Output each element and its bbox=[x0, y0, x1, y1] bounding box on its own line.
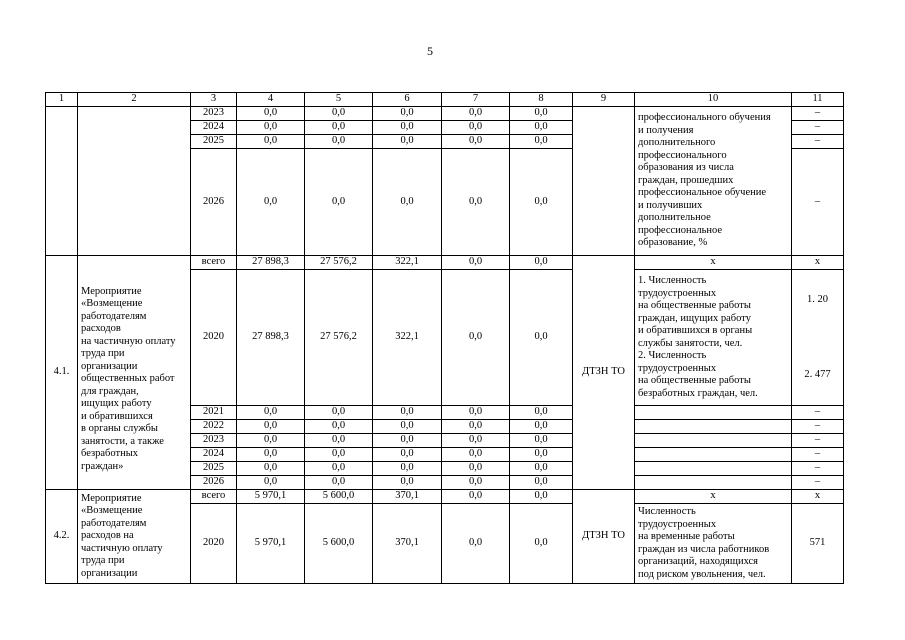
value-cell: 0,0 bbox=[237, 406, 305, 420]
indicator-line: на общественные работы bbox=[638, 300, 751, 311]
value-cell: 0,0 bbox=[510, 406, 573, 420]
executor-cell bbox=[573, 107, 635, 256]
executor-cell: ДТЗН ТО bbox=[573, 490, 635, 584]
header-cell: 2 bbox=[78, 93, 191, 107]
header-cell: 10 bbox=[635, 93, 792, 107]
indicator-line: безработных граждан, чел. bbox=[638, 387, 758, 399]
value-cell: 0,0 bbox=[510, 107, 573, 121]
indicator-line: профессиональное bbox=[638, 224, 723, 236]
year-cell: всего bbox=[191, 256, 237, 270]
value-cell: х bbox=[635, 256, 792, 270]
header-cell: 6 bbox=[373, 93, 442, 107]
name-cell bbox=[78, 107, 191, 256]
indicator-cell bbox=[635, 476, 792, 490]
number-cell: 4.1. bbox=[46, 256, 78, 490]
name-line: общественных работ bbox=[81, 373, 175, 385]
value-cell: 0,0 bbox=[373, 406, 442, 420]
value-cell: 0,0 bbox=[442, 448, 510, 462]
value-cell: – bbox=[792, 462, 844, 476]
name-line: занятости, а также bbox=[81, 435, 164, 447]
value-cell: 0,0 bbox=[305, 135, 373, 149]
name-line: Мероприятие bbox=[81, 492, 142, 504]
value-cell: 0,0 bbox=[373, 107, 442, 121]
name-line: граждан» bbox=[81, 460, 124, 472]
name-line: организации bbox=[81, 360, 138, 372]
value-cell: х bbox=[792, 490, 844, 504]
value-cell: 0,0 bbox=[305, 448, 373, 462]
value-cell: – bbox=[792, 476, 844, 490]
value-cell: 27 576,2 bbox=[305, 270, 373, 406]
year-cell: 2020 bbox=[191, 504, 237, 584]
table-row bbox=[46, 107, 844, 121]
value-cell: 0,0 bbox=[373, 420, 442, 434]
value-cell: 0,0 bbox=[442, 406, 510, 420]
year-cell: 2021 bbox=[191, 406, 237, 420]
value-cell: 0,0 bbox=[237, 420, 305, 434]
value-cell: 0,0 bbox=[305, 462, 373, 476]
value-cell: – bbox=[792, 135, 844, 149]
value-cell: 0,0 bbox=[305, 476, 373, 490]
indicator-line: трудоустроенных bbox=[638, 518, 717, 530]
value-cell: 0,0 bbox=[442, 462, 510, 476]
indicator-value-cell bbox=[792, 270, 844, 406]
indicator-line: трудоустроенных bbox=[638, 362, 717, 374]
name-line: Мероприятие bbox=[81, 285, 142, 297]
indicator-line: образование, % bbox=[638, 237, 708, 249]
value-cell: 0,0 bbox=[305, 434, 373, 448]
name-line: безработных bbox=[81, 448, 139, 460]
value-cell: 370,1 bbox=[373, 504, 442, 584]
name-line: частичную оплату bbox=[81, 542, 163, 554]
name-cell bbox=[78, 256, 191, 490]
value-cell: 0,0 bbox=[373, 135, 442, 149]
indicator-cell bbox=[635, 434, 792, 448]
year-cell: 2023 bbox=[191, 107, 237, 121]
name-line: расходов bbox=[81, 323, 121, 335]
value-cell: 0,0 bbox=[442, 107, 510, 121]
name-line: работодателям bbox=[81, 517, 147, 529]
value-cell: 0,0 bbox=[237, 107, 305, 121]
value-cell: 0,0 bbox=[373, 434, 442, 448]
indicator-line: на временные работы bbox=[638, 531, 735, 542]
value-cell: – bbox=[792, 121, 844, 135]
value-cell: 0,0 bbox=[510, 448, 573, 462]
year-cell: 2023 bbox=[191, 434, 237, 448]
value-cell: 0,0 bbox=[237, 434, 305, 448]
indicator-line: и получения bbox=[638, 124, 694, 136]
number-cell bbox=[46, 107, 78, 256]
value-cell: 0,0 bbox=[373, 448, 442, 462]
header-cell: 1 bbox=[46, 93, 78, 107]
value-cell: 0,0 bbox=[510, 504, 573, 584]
value-cell: х bbox=[635, 490, 792, 504]
indicator-line: и обратившихся в органы bbox=[638, 325, 753, 336]
name-line: для граждан, bbox=[81, 385, 139, 397]
name-line: расходов на bbox=[81, 530, 134, 542]
value-cell: 370,1 bbox=[373, 490, 442, 504]
value-cell: 0,0 bbox=[510, 490, 573, 504]
name-line: работодателям bbox=[81, 310, 147, 322]
name-line: ищущих работу bbox=[81, 398, 152, 410]
indicator-cell bbox=[635, 420, 792, 434]
value-cell: 322,1 bbox=[373, 256, 442, 270]
indicator-line: 2. Численность bbox=[638, 350, 707, 361]
value-cell: 0,0 bbox=[442, 434, 510, 448]
value-cell: 0,0 bbox=[305, 420, 373, 434]
table-row bbox=[46, 256, 844, 270]
value-cell: – bbox=[792, 149, 844, 256]
value-cell: 0,0 bbox=[510, 420, 573, 434]
indicator-cell bbox=[635, 270, 792, 406]
value-cell: 322,1 bbox=[373, 270, 442, 406]
program-table bbox=[45, 92, 844, 584]
value-cell: 0,0 bbox=[442, 121, 510, 135]
value-cell: 0,0 bbox=[510, 270, 573, 406]
name-line: «Возмещение bbox=[81, 505, 143, 517]
value-cell: 0,0 bbox=[237, 135, 305, 149]
indicator-line: профессионального обучения bbox=[638, 112, 771, 124]
header-cell: 7 bbox=[442, 93, 510, 107]
indicator-line: профессионального bbox=[638, 149, 727, 161]
year-cell: 2026 bbox=[191, 476, 237, 490]
name-line: на частичную оплату bbox=[81, 335, 176, 347]
year-cell: всего bbox=[191, 490, 237, 504]
value-cell: – bbox=[792, 107, 844, 121]
value-cell: 5 970,1 bbox=[237, 504, 305, 584]
indicator-line: дополнительное bbox=[638, 212, 711, 224]
value-cell: 0,0 bbox=[510, 135, 573, 149]
page-number: 5 bbox=[427, 44, 433, 58]
number-cell: 4.2. bbox=[46, 490, 78, 584]
indicator-cell bbox=[635, 107, 792, 256]
indicator-line: на общественные работы bbox=[638, 375, 751, 386]
value-cell: 0,0 bbox=[510, 256, 573, 270]
indicator-line: граждан, ищущих работу bbox=[638, 312, 751, 324]
value-cell: 0,0 bbox=[442, 149, 510, 256]
value-cell: 5 600,0 bbox=[305, 504, 373, 584]
value-cell: 0,0 bbox=[442, 504, 510, 584]
header-cell: 3 bbox=[191, 93, 237, 107]
value-cell: 0,0 bbox=[510, 476, 573, 490]
value-cell: 0,0 bbox=[442, 270, 510, 406]
value-cell: 0,0 bbox=[510, 121, 573, 135]
name-line: труда при bbox=[81, 348, 125, 360]
indicator-line: трудоустроенных bbox=[638, 287, 717, 299]
value-cell: 0,0 bbox=[305, 107, 373, 121]
indicator-line: организаций, находящихся bbox=[638, 556, 759, 567]
value-cell: 0,0 bbox=[305, 406, 373, 420]
value-cell: 0,0 bbox=[373, 462, 442, 476]
value-cell: – bbox=[792, 420, 844, 434]
indicator-cell bbox=[635, 406, 792, 420]
indicator-line: Численность bbox=[638, 506, 696, 517]
value-cell: 0,0 bbox=[373, 476, 442, 490]
name-line: труда при bbox=[81, 555, 125, 567]
value-cell: – bbox=[792, 406, 844, 420]
year-cell: 2020 bbox=[191, 270, 237, 406]
value-cell: 0,0 bbox=[305, 149, 373, 256]
indicator-cell bbox=[635, 504, 792, 584]
value-cell: – bbox=[792, 448, 844, 462]
executor-cell: ДТЗН ТО bbox=[573, 256, 635, 490]
indicator-value: 1. 20 bbox=[807, 293, 828, 305]
year-cell: 2024 bbox=[191, 448, 237, 462]
header-cell: 4 bbox=[237, 93, 305, 107]
year-cell: 2025 bbox=[191, 462, 237, 476]
name-line: в органы службы bbox=[81, 423, 158, 435]
value-cell: 0,0 bbox=[237, 149, 305, 256]
name-cell bbox=[78, 490, 191, 584]
indicator-line: и получивших bbox=[638, 199, 703, 211]
value-cell: 0,0 bbox=[442, 135, 510, 149]
name-line: организации bbox=[81, 567, 138, 579]
value-cell: 27 898,3 bbox=[237, 256, 305, 270]
value-cell: 0,0 bbox=[373, 121, 442, 135]
value-cell: 27 576,2 bbox=[305, 256, 373, 270]
value-cell: 27 898,3 bbox=[237, 270, 305, 406]
value-cell: 0,0 bbox=[237, 476, 305, 490]
indicator-line: службы занятости, чел. bbox=[638, 337, 743, 349]
header-cell: 9 bbox=[573, 93, 635, 107]
year-cell: 2024 bbox=[191, 121, 237, 135]
value-cell: 0,0 bbox=[373, 149, 442, 256]
value-cell: 5 970,1 bbox=[237, 490, 305, 504]
value-cell: 0,0 bbox=[237, 462, 305, 476]
indicator-line: дополнительного bbox=[638, 137, 716, 149]
value-cell: 0,0 bbox=[510, 434, 573, 448]
year-cell: 2026 bbox=[191, 149, 237, 256]
value-cell: – bbox=[792, 434, 844, 448]
value-cell: 0,0 bbox=[442, 420, 510, 434]
name-line: «Возмещение bbox=[81, 298, 143, 310]
name-line: и обратившихся bbox=[81, 410, 153, 422]
year-cell: 2025 bbox=[191, 135, 237, 149]
table-row bbox=[46, 490, 844, 504]
indicator-value: 2. 477 bbox=[804, 368, 831, 380]
value-cell: 0,0 bbox=[510, 462, 573, 476]
value-cell: 0,0 bbox=[237, 121, 305, 135]
indicator-line: профессиональное обучение bbox=[638, 187, 766, 199]
value-cell: 0,0 bbox=[442, 490, 510, 504]
value-cell: 0,0 bbox=[510, 149, 573, 256]
year-cell: 2022 bbox=[191, 420, 237, 434]
value-cell: 0,0 bbox=[442, 256, 510, 270]
value-cell: 0,0 bbox=[305, 121, 373, 135]
indicator-line: 1. Численность bbox=[638, 275, 707, 286]
value-cell: 0,0 bbox=[442, 476, 510, 490]
value-cell: 0,0 bbox=[237, 448, 305, 462]
indicator-line: граждан, прошедших bbox=[638, 174, 734, 186]
value-cell: 5 600,0 bbox=[305, 490, 373, 504]
indicator-line: образования из числа bbox=[638, 162, 734, 174]
header-row bbox=[46, 93, 844, 107]
indicator-value-cell: 571 bbox=[792, 504, 844, 584]
indicator-line: граждан из числа работников bbox=[638, 543, 770, 555]
indicator-line: под риском увольнения, чел. bbox=[638, 568, 766, 580]
value-cell: х bbox=[792, 256, 844, 270]
header-cell: 5 bbox=[305, 93, 373, 107]
header-cell: 8 bbox=[510, 93, 573, 107]
header-cell: 11 bbox=[792, 93, 844, 107]
indicator-cell bbox=[635, 462, 792, 476]
indicator-cell bbox=[635, 448, 792, 462]
